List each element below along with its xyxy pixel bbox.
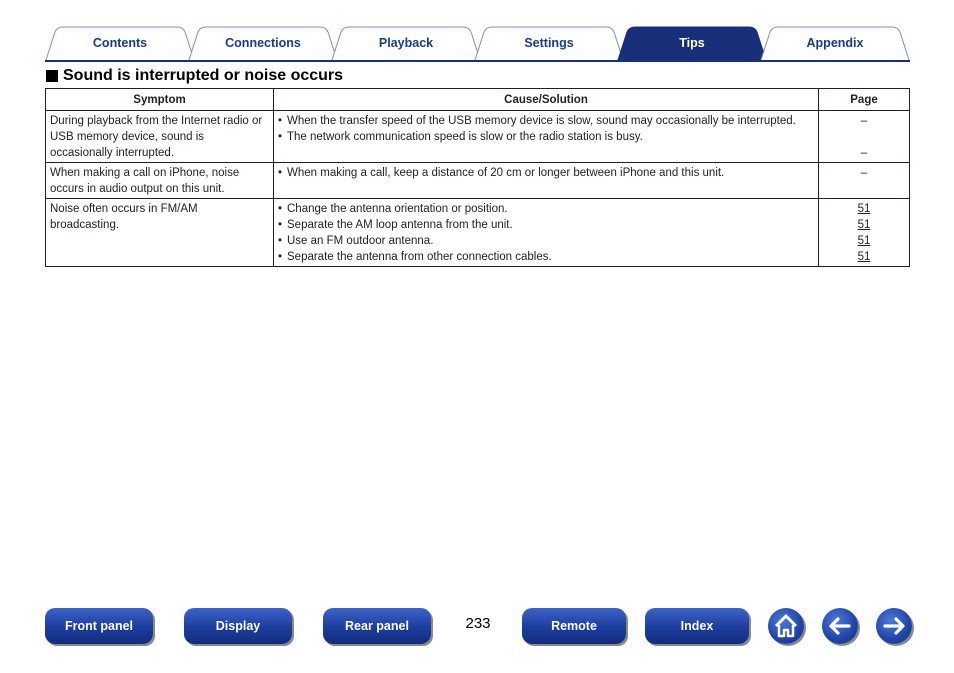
cause-cell [274, 199, 819, 267]
cause-item: • Use an FM outdoor antenna. [278, 235, 434, 247]
cause-cell [274, 163, 819, 199]
tab-contents[interactable]: Contents [45, 26, 195, 60]
cause-cell [274, 111, 819, 163]
cause-item: • Separate the AM loop antenna from the unit. [278, 219, 513, 231]
bullet-icon: • [278, 251, 283, 263]
page-link[interactable]: 51 [857, 235, 871, 247]
tab-playback[interactable]: Playback [331, 26, 481, 60]
table-header-row [46, 89, 910, 111]
arrow-right-icon [876, 608, 912, 644]
tab-tips[interactable]: Tips [617, 26, 767, 60]
bullet-icon: • [278, 131, 283, 143]
troubleshooting-table [45, 88, 910, 267]
cause-item: • Change the antenna orientation or position. [278, 203, 508, 215]
page-ref: – [860, 115, 868, 127]
display-button[interactable]: Display [184, 608, 292, 644]
table-row [46, 111, 910, 163]
bullet-icon: • [278, 167, 283, 179]
page-link[interactable]: 51 [857, 203, 871, 215]
page-link[interactable]: 51 [857, 251, 871, 263]
section-title [46, 67, 343, 85]
page-cell [819, 111, 910, 163]
page-link[interactable]: 51 [857, 219, 871, 231]
bullet-icon: • [278, 115, 283, 127]
home-button[interactable] [768, 608, 804, 644]
page-cell [819, 199, 910, 267]
home-icon [768, 608, 804, 644]
bullet-icon: • [278, 203, 283, 215]
cause-item: • When making a call, keep a distance of 20 cm or longer between iPhone and this unit. [278, 167, 725, 179]
cause-item: • The network communication speed is slow or the radio station is busy. [278, 131, 643, 143]
bullet-icon: • [278, 219, 283, 231]
front-panel-button[interactable]: Front panel [45, 608, 153, 644]
table-row [46, 163, 910, 199]
square-bullet-icon [46, 70, 58, 82]
cause-item: • Separate the antenna from other connection cables. [278, 251, 552, 263]
tab-appendix[interactable]: Appendix [760, 26, 910, 60]
symptom-cell: During playback from the Internet radio or USB memory device, sound is occasionally interrupted. [46, 111, 274, 163]
remote-button[interactable]: Remote [522, 608, 626, 644]
bullet-icon: • [278, 235, 283, 247]
forward-button[interactable] [876, 608, 912, 644]
table-row [46, 199, 910, 267]
section-title-text: Sound is interrupted or noise occurs [63, 67, 344, 84]
header-symptom: Symptom [46, 89, 274, 111]
header-cause: Cause/Solution [274, 89, 819, 111]
index-button[interactable]: Index [645, 608, 749, 644]
tab-settings[interactable]: Settings [474, 26, 624, 60]
symptom-cell: Noise often occurs in FM/AM broadcasting. [46, 199, 274, 267]
tab-connections[interactable]: Connections [188, 26, 338, 60]
tab-bar [45, 26, 910, 62]
header-page: Page [819, 89, 910, 111]
symptom-cell: When making a call on iPhone, noise occurs in audio output on this unit. [46, 163, 274, 199]
page-ref: – [860, 167, 868, 179]
arrow-left-icon [822, 608, 858, 644]
tab-baseline [45, 60, 910, 62]
page-cell [819, 163, 910, 199]
rear-panel-button[interactable]: Rear panel [323, 608, 431, 644]
page-number: 233 [465, 615, 491, 632]
page-ref-spacer [823, 129, 905, 145]
page-ref: – [860, 147, 868, 159]
back-button[interactable] [822, 608, 858, 644]
cause-item: • When the transfer speed of the USB memory device is slow, sound may occasionally be interrupted. [278, 115, 796, 127]
